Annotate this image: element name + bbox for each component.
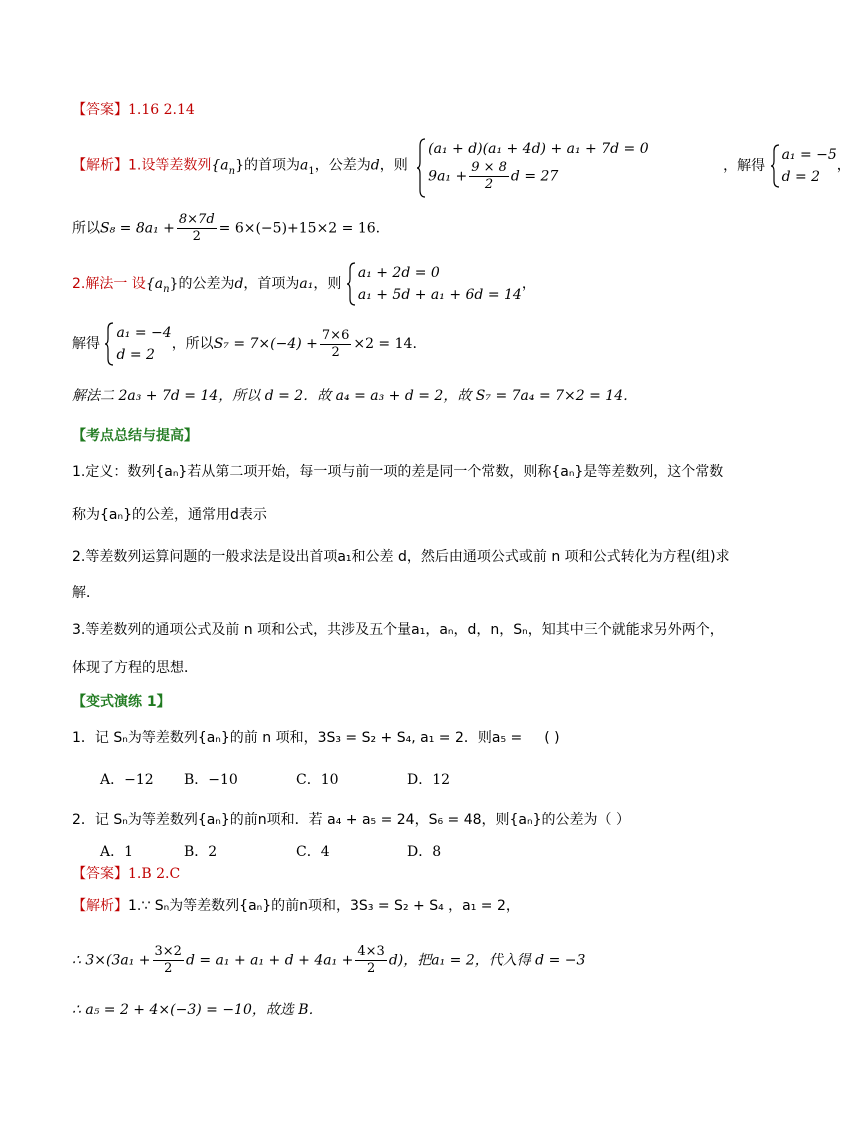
solution-system-2 (104, 322, 171, 366)
eq2-a: 9a₁ + (428, 168, 468, 185)
answer-tag: 【答案】 (72, 102, 128, 118)
frac-num: 3×2 (154, 944, 182, 959)
frac-num: 9 × 8 (471, 160, 507, 175)
summary-p2b: 解． (72, 585, 100, 601)
method1-mid2: ，首项为 (243, 276, 300, 292)
solve-label: ，解得 (723, 157, 766, 174)
question-1-text: 1．记 Sₙ为等差数列{aₙ}的前 n 项和，3S₃ = S₂ + S₄, a₁ = 2．则a₅ = (72, 730, 523, 746)
analysis-line-2 (72, 896, 520, 916)
solution-2: d = 2 (781, 168, 821, 185)
summary-title: 【考点总结与提高】 (72, 428, 198, 444)
option-d[interactable]: D．8 (407, 844, 442, 860)
method1-mid3: ，则 (313, 276, 342, 292)
option-b[interactable]: B．2 (184, 844, 218, 860)
option-d[interactable]: D．12 (407, 772, 451, 788)
analysis2-line1: 1.∵ Sₙ为等差数列{aₙ}的前n项和，3S₃ = S₂ + S₄ ，a₁ = 2， (128, 898, 520, 914)
analysis2-line3 (72, 1000, 323, 1020)
answer-line-1 (72, 100, 195, 120)
summary-p3b: 体现了方程的思想． (72, 660, 198, 676)
frac-num: 7×6 (321, 327, 350, 343)
frac-num: 4×3 (357, 944, 385, 959)
summary-p3a: 3.等差数列的通项公式及前 n 项和公式，共涉及五个量a₁，aₙ，d，n，Sₙ，知其中三个就能求另外两个， (72, 622, 724, 638)
method1-mid: 的公差为 (178, 276, 235, 292)
question-1 (72, 728, 560, 748)
solution-1: a₁ = −4 (116, 325, 172, 341)
seq-sub: n (163, 284, 170, 295)
a1-sub: 1 (308, 165, 315, 177)
d-symbol: d (370, 157, 380, 174)
fraction-3x2 (153, 944, 184, 977)
s8-expr: S₈ = 8a₁ + (100, 220, 175, 237)
s8-post: = 6×(−5)+15×2 = 16 (218, 220, 376, 237)
l3-text: ∴ a₅ = 2 + 4×(−3) = −10，故选 B． (72, 1002, 323, 1018)
seq-sub: n (228, 165, 236, 177)
fraction-7x6 (320, 328, 351, 361)
question-2: 2．记 Sₙ为等差数列{aₙ}的前n项和．若 a₄ + a₅ = 24，S₆ = 48，则{aₙ}的公差为（ ） (72, 812, 630, 828)
analysis-mid: 的首项为 (244, 157, 300, 174)
summary-p1b: 称为{aₙ}的公差，通常用d表示 (72, 507, 267, 523)
method1b-mid: ，所以 (171, 336, 214, 352)
equation-1: (a₁ + d)(a₁ + 4d) + a₁ + 7d = 0 (428, 141, 649, 157)
seq-symbol: {a (145, 276, 164, 292)
eq2-b: d = 27 (510, 168, 559, 185)
analysis-mid2: ，公差为 (314, 157, 371, 174)
brace-icon (770, 144, 780, 188)
a1-symbol: a₁ (299, 276, 314, 292)
equation-2: a₁ + 5d + a₁ + 6d = 14 (357, 287, 522, 303)
question-1-paren: ( ) (544, 730, 560, 746)
practice-title: 【变式演练 1】 (72, 694, 171, 710)
seq-end: } (235, 157, 244, 174)
option-a[interactable]: A．1 (100, 844, 134, 860)
brace-icon (346, 262, 356, 306)
frac-num: 8×7d (178, 212, 215, 227)
brace-icon (104, 322, 114, 366)
frac-den: 2 (366, 961, 376, 976)
equation-1: a₁ + 2d = 0 (357, 265, 440, 281)
fraction-9x8 (469, 160, 509, 193)
frac-den: 2 (192, 229, 201, 244)
option-b[interactable]: B．−10 (184, 772, 238, 788)
method1b-pre: 解得 (72, 336, 100, 352)
a1-symbol: a (300, 157, 309, 174)
l2-mid: d = a₁ + a₁ + d + 4a₁ + (185, 952, 354, 969)
summary-p2a: 2.等差数列运算问题的一般求法是设出首项a₁和公差 d，然后由通项公式或前 n 项和公式转化为方程(组)求 (72, 549, 730, 565)
solution-2: d = 2 (116, 347, 155, 363)
s8-pre: 所以 (72, 220, 100, 237)
equation-system-2 (346, 262, 522, 306)
answer-tag: 【答案】 (72, 866, 128, 882)
s8-line (72, 212, 380, 245)
frac-den: 2 (331, 344, 340, 360)
frac-den: 2 (164, 961, 173, 976)
method2-text: 解法二 2a₃ + 7d = 14，所以 d = 2．故 a₄ = a₃ + d = 2，故 S₇ = 7a₄ = 7×2 = 14． (72, 388, 638, 404)
answer-text: 1.B 2.C (128, 866, 181, 882)
seq-end: } (169, 276, 179, 292)
s7-post: ×2 = 14 (353, 336, 413, 352)
solution-system-1 (770, 144, 837, 188)
line-end: ， (521, 276, 536, 292)
analysis-tag: 【解析】 (72, 898, 128, 914)
l2-post: d)，把a₁ = 2，代入得 d = −3 (388, 952, 586, 969)
frac-den: 2 (484, 177, 494, 192)
method1b-line (72, 322, 417, 366)
fraction-8x7d (177, 212, 217, 245)
s8-end: . (375, 220, 381, 237)
brace-icon (416, 138, 426, 198)
s7-expr: S₇ = 7×(−4) + (213, 336, 318, 352)
answer-text: 1.16 2.14 (128, 102, 195, 118)
answer-line-2 (72, 864, 180, 884)
analysis-line-1 (72, 138, 851, 193)
equation-2 (428, 160, 649, 193)
summary-p1a: 1.定义：数列{aₙ}若从第二项开始，每一项与前一项的差是同一个常数，则称{aₙ}是等差数列，这个常数 (72, 464, 724, 480)
method1-line (72, 262, 536, 306)
analysis-mid3: ，则 (379, 157, 408, 174)
l2-pre: ∴ 3×(3a₁ + (72, 952, 151, 969)
seq-symbol: {a (211, 157, 229, 174)
line-end: ， (836, 157, 851, 174)
option-c[interactable]: C．10 (296, 772, 339, 788)
option-a[interactable]: A．−12 (100, 772, 154, 788)
option-c[interactable]: C．4 (296, 844, 330, 860)
analysis-tag: 【解析】 (72, 157, 128, 174)
method2-line (72, 386, 637, 406)
d-symbol: d (234, 276, 244, 292)
s7-end: . (412, 336, 417, 352)
analysis2-line2 (72, 944, 585, 977)
method1-pre: 2.解法一 设 (72, 276, 146, 292)
analysis-intro: 1.设等差数列 (128, 157, 212, 174)
solution-1: a₁ = −5 (781, 146, 837, 163)
equation-system-1 (416, 138, 649, 193)
fraction-4x3 (355, 944, 386, 977)
